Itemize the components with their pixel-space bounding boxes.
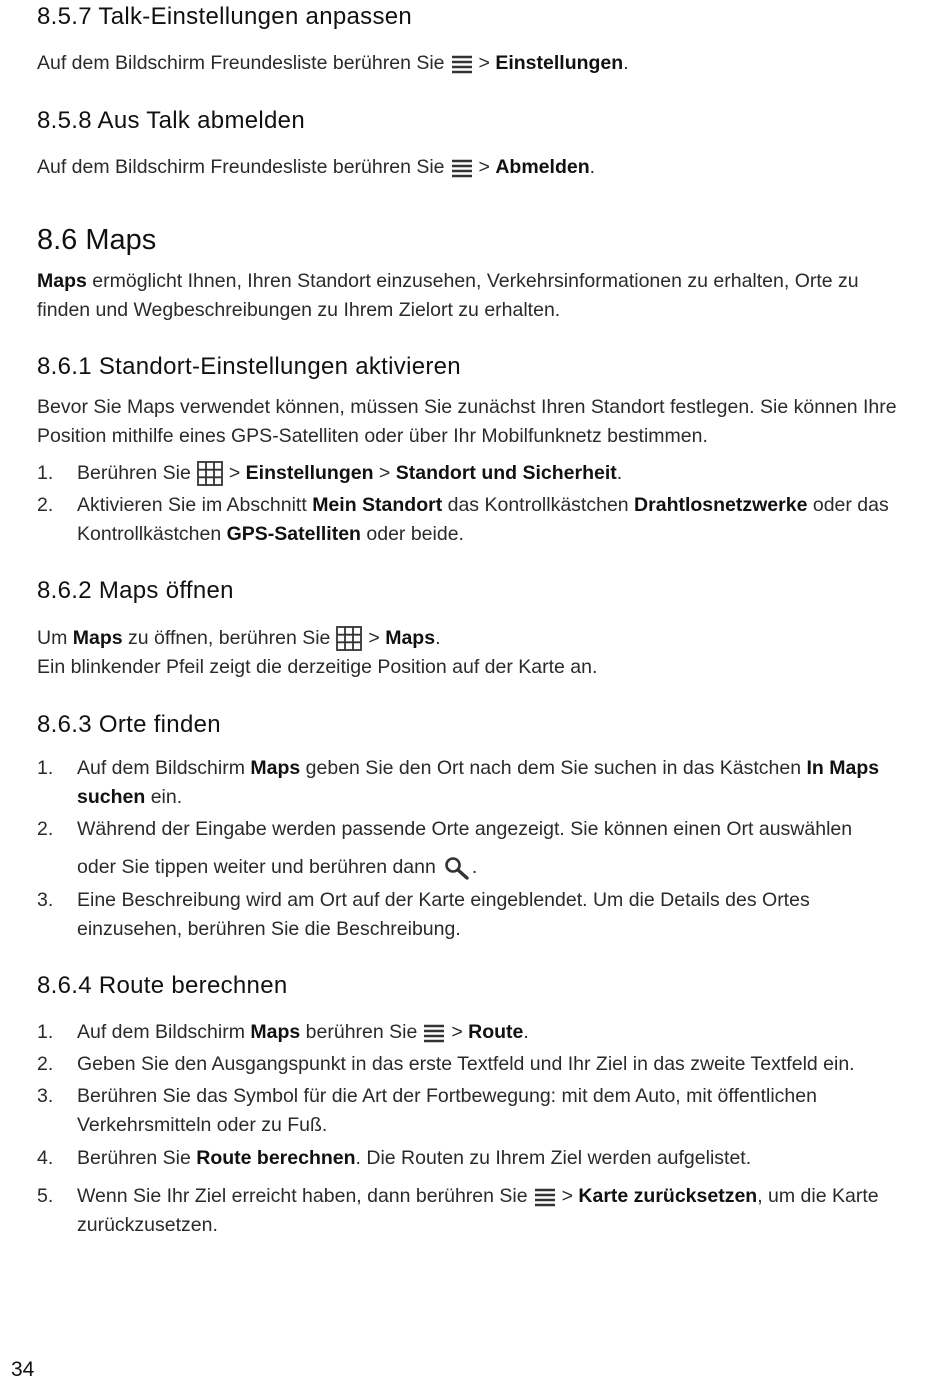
page-number: 34	[11, 1358, 35, 1381]
menu-icon	[451, 54, 473, 74]
app-grid-icon	[197, 461, 223, 486]
search-icon	[444, 856, 470, 880]
paragraph-8-6-2: Um Maps zu öffnen, berühren Sie > Maps. Ein blinkender Pfeil zeigt die derzeitige Position auf der Karte an.	[37, 627, 598, 678]
heading-8-5-8: 8.5.8 Aus Talk abmelden	[37, 107, 305, 134]
paragraph-8-5-8: Auf dem Bildschirm Freundesliste berühren Sie > Abmelden.	[37, 156, 596, 178]
heading-8-6-3: 8.6.3 Orte finden	[37, 711, 221, 738]
heading-8-6: 8.6 Maps	[37, 224, 157, 256]
menu-icon	[423, 1023, 445, 1043]
paragraph-8-6: Maps ermöglicht Ihnen, Ihren Standort einzusehen, Verkehrsinformationen zu erhalten, Orte zu finden und Wegbeschreibungen zu Ihrem Zielort zu erhalten.	[37, 270, 859, 321]
menu-icon	[534, 1187, 556, 1207]
heading-8-6-4: 8.6.4 Route berechnen	[37, 972, 288, 999]
heading-8-6-1: 8.6.1 Standort-Einstellungen aktivieren	[37, 353, 461, 380]
paragraph-8-5-7: Auf dem Bildschirm Freundesliste berühren Sie > Einstellungen.	[37, 52, 629, 74]
heading-8-6-2: 8.6.2 Maps öffnen	[37, 577, 234, 604]
app-grid-icon	[336, 626, 362, 651]
menu-icon	[451, 158, 473, 178]
paragraph-8-6-1: Bevor Sie Maps verwendet können, müssen Sie zunächst Ihren Standort festlegen. Sie können Ihre Position mithilfe eines GPS-Satelliten oder über Ihr Mobilfunknetz bestimmen.	[37, 396, 897, 447]
heading-8-5-7: 8.5.7 Talk-Einstellungen anpassen	[37, 3, 413, 30]
